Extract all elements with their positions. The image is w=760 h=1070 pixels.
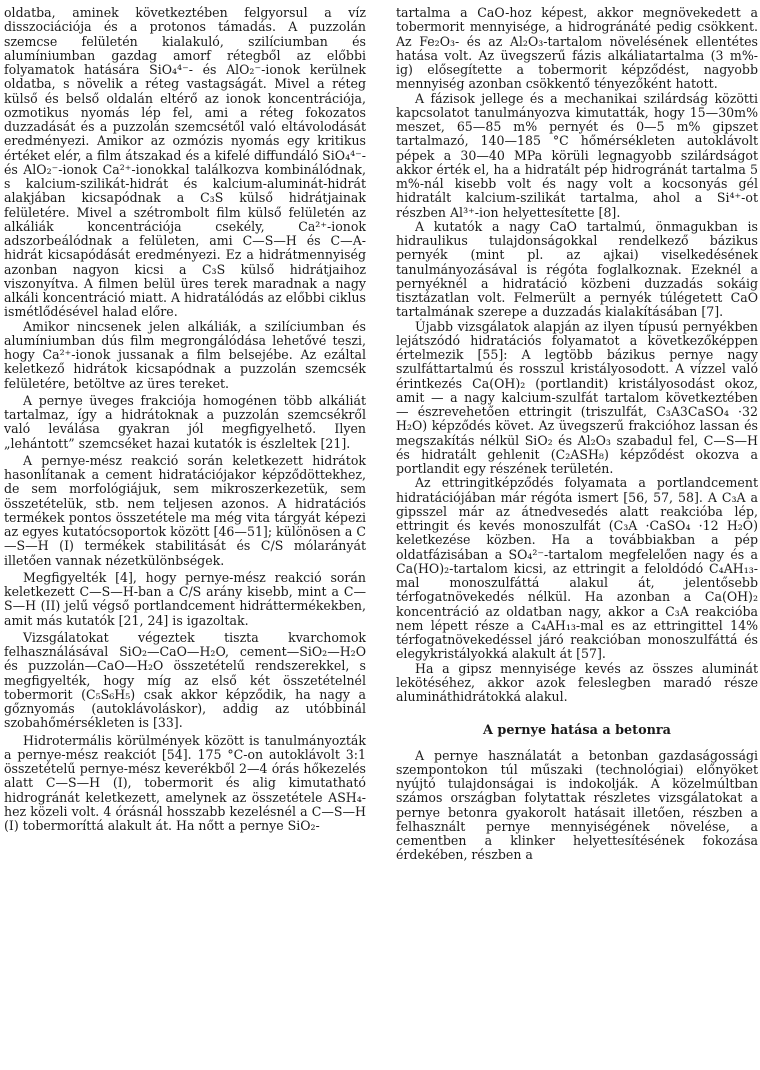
paragraph: Amikor nincsenek jelen alkáliák, a szilíciumban és alumíniumban dús film megrongálódása lehetővé teszi, hogy Ca²⁺-ionok jussanak a film belsejébe. Az ezáltal keletkező hidrátok kicsapódnak a puzzolán szemcsék felületére, betöltve az üres tereket. [4, 318, 366, 391]
paragraph: A pernye használatát a betonban gazdaságossági szempontokon túl műszaki (technológiai) előnyöket nyújtó tulajdonságai is indokolják. A közelmúltban számos országban folytattak részletes vizsgálatokat a pernye betonra gyakorolt hatásait illetően, részben a felhasznált pernye mennyiségének növelése, a cementben a klinker helyettesítésének fokozása érdekében, részben a [396, 747, 758, 863]
paragraph: Megfigyelték [4], hogy pernye-mész reakció során keletkezett C—S—H-ban a C/S arány kisebb, mint a C—S—H (II) jelű végső portlandcement hidráttermékekben, amit más kutatók [21, 24] is igazoltak. [4, 569, 366, 628]
paragraph: Hidrotermális körülmények között is tanulmányozták a pernye-mész reakciót [54]. 175 °C-on autoklávolt 3:1 összetételű pernye-mész keverékből 2—4 órás hőkezelés alatt C—S—H (I), tobermorit és alig kimutatható hidrogránát keletkezett, amelynek az összetétele ASH₄-hez közeli volt. 4 órásnál hosszabb kezelésnél a C—S—H (I) tobermoríttá alakult át. Ha nőtt a pernye SiO₂- [4, 732, 366, 833]
paragraph: Vizsgálatokat végeztek tiszta kvarchomok felhasználásával SiO₂—CaO—H₂O, cement—SiO₂—H₂O és puzzolán—CaO—H₂O összetételű rendszerekkel, s megfigyelték, hogy míg az első két összetételnél tobermorit (C₅S₆H₅) csak akkor képződik, ha nagy a gőznyomás (autoklávoláskor), addig az utóbbinál szobahőmérsékleten is [33]. [4, 629, 366, 731]
paragraph: tartalma a CaO-hoz képest, akkor megnövekedett a tobermorit mennyisége, a hidrogránáté pedig csökkent. Az Fe₂O₃- és az Al₂O₃-tartalom növelésének ellentétes hatása volt. Az üvegszerű fázis alkáliatartalma (3 m%-ig) elősegítette a tobermorit képződést, nagyobb mennyiség azonban csökkentő tényezőként hatott. [396, 5, 758, 92]
right-column [396, 6, 758, 863]
paragraph: Az ettringitképződés folyamata a portlandcement hidratációjában már régóta ismert [56, 57, 58]. A C₃A a gipsszel már az átnedvesedés alatt reakcióba lép, ettringit és kevés monoszulfát (C₃A ·CaSO₄ ·12 H₂O) keletkezése közben. Ha a továbbiakban a pép oldatfázisában a SO₄²⁻-tartalom megfelelően nagy és a Ca(HO)₂-tartalom kicsi, az ettringit a feloldódó C₄AH₁₃-mal monoszulfáttá alakul át, jelentősebb térfogatnövekedés nélkül. Ha azonban a Ca(OH)₂ koncentráció az oldatban nagy, akkor a C₃A reakcióba nem lépett része a C₄AH₁₃-mal es az ettringittel 14% térfogatnövekedéssel járó reakcióban monoszulfáttá és elegykristályokká alakult át [57]. [396, 475, 758, 662]
paragraph: Újabb vizsgálatok alapján az ilyen típusú pernyékben lejátszódó hidratációs folyamatot a következőképpen értelmezik [55]: A legtöbb bázikus pernye nagy szulfáttartalmú és rosszul kristályosodott. A vízzel való érintkezés Ca(OH)₂ (portlandit) kristályosodást okoz, amit — a nagy kalcium-szulfát tartalom következtében — észrevehetően ettringit (triszulfát, C₃A3CaSO₄ ·32 H₂O) képződés követ. Az üvegszerű frakcióhoz lassan és megszakítás nélkül SiO₂ és Al₂O₃ szabadul fel, C—S—H és hidratált gehlenit (C₂ASH₈) képződést okozva a portlandit egy részének területén. [396, 318, 758, 476]
paragraph: Ha a gipsz mennyisége kevés az összes aluminát lekötéséhez, akkor azok feleslegben maradó része alumináthidrátokká alakul. [396, 660, 758, 704]
paragraph: A kutatók a nagy CaO tartalmú, önmagukban is hidraulikus tulajdonságokkal rendelkező bázikus pernyék (mint pl. az ajkai) viselkedésének tanulmányozásával is régóta foglalkoznak. Ezeknél a pernyéknél a hidratáció közbeni duzzadás sokáig tisztázatlan volt. Felmerült a pernyék túlégetett CaO tartalmának szerepe a duzzadás kialakításában [7]. [396, 218, 758, 320]
paragraph: oldatba, aminek következtében felgyorsul a víz disszociációja és a protonos támadás. A puzzolán szemcse felületén kialakuló, szilíciumban és alumíniumban gazdag amorf rétegből az előbbi folyamatok hatására SiO₄⁴⁻- és AlO₂⁻-ionok kerülnek oldatba, s növelik a réteg vastagságát. Mivel a réteg külső és belső oldalán eltérő az ionok koncentrációja, ozmotikus nyomás lép fel, ami a réteg fokozatos duzzadását és a puzzolán szemcsétől való eltávolodását eredményezi. Amikor az ozmózis nyomás egy kritikus értéket elér, a film átszakad és a kifelé diffundáló SiO₄⁴⁻- és AlO₂⁻-ionok Ca²⁺-ionokkal találkozva kombinálódnak, s kalcium-szilikát-hidrát és kalcium-aluminát-hidrát alakjában kicsapódnak a C₃S külső hidrátjainak felületére. Mivel a szétrombolt film külső felületén az alkáliák koncentrációja csekély, Ca²⁺-ionok adszorbeálódnak a felületen, ami C—S—H és C—A-hidrát kicsapódását eredményezi. Ez a hidrátmennyiség azonban nagyon kicsi a C₃S külső hidrátjaihoz viszonyítva. A filmen belül üres terek maradnak a nagy alkáli koncentráció miatt. A hidratálódás az előbbi ciklus ismétlődésével halad előre. [4, 5, 366, 320]
paragraph: A fázisok jellege és a mechanikai szilárdság közötti kapcsolatot tanulmányozva kimutatták, hogy 15—30m% meszet, 65—85 m% pernyét és 0—5 m% gipszet tartalmazó, 140—185 °C hőmérsékleten autoklávolt pépek a 30—40 MPa körüli legnagyobb szilárdságot akkor érték el, ha a hidratált pép hidrogránát tartalma 5 m%-nál kisebb volt és nagy volt a kocsonyás gél hidratált kalcium-szilikát tartalma, ahol a Si⁴⁺-ot részben Al³⁺-ion helyettesítette [8]. [396, 90, 758, 220]
paragraph: A pernye üveges frakciója homogénen több alkáliát tartalmaz, így a hidrátoknak a puzzolán szemcsékről való leválása gyakran jól megfigyelhető. Ilyen „lehántott” szemcséket hazai kutatók is észleltek [21]. [4, 392, 366, 451]
left-column [4, 6, 366, 833]
paragraph: A pernye-mész reakció során keletkezett hidrátok hasonlítanak a cement hidratációjakor képződöttekhez, de sem morfológiájuk, sem mikroszerkezetük, sem összetételük, stb. nem teljesen azonos. A hidratációs termékek pontos összetétele ma még vita tárgyát képezi az egyes kutatócsoportok között [46—51]; különösen a C—S—H (I) termékek stabilitását és C/S mólarányát illetően vannak nézetkülönbségek. [4, 452, 366, 568]
section-heading: A pernye hatása a betonra [483, 723, 671, 739]
